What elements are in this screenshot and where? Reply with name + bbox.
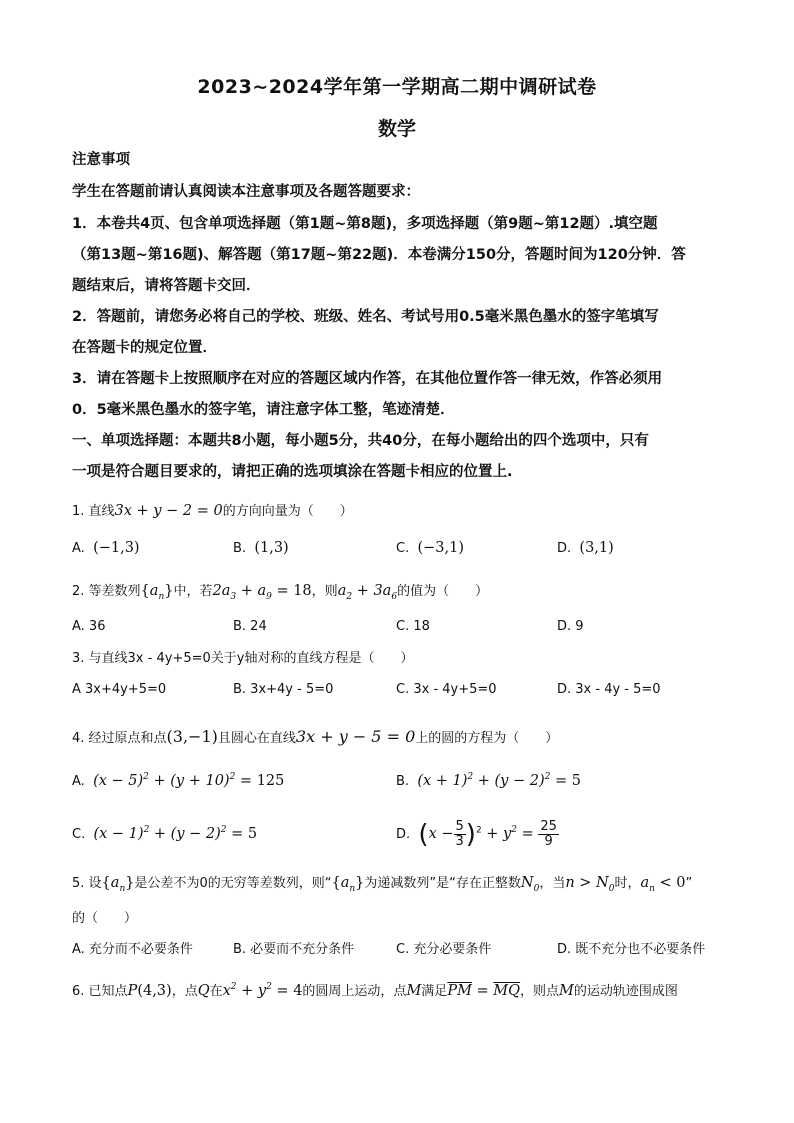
notice-item-1-line-3: 题结束后，请将答题卡交回．	[72, 278, 261, 294]
question-6-stem: 6. 已知点P(4,3)，点Q在$x^2 + y^2 = 4$的圆周上运动，点M满足$\overline{PM} = \overline{MQ}$，则点M的运动轨迹围成图	[72, 982, 678, 999]
section-1-line-1: 一、单项选择题：本题共8小题，每小题5分，共40分，在每小题给出的四个选项中，只有	[72, 433, 649, 449]
question-3-option-b: B. 3x+4y - 5=0	[233, 682, 334, 697]
question-3-option-c: C. 3x - 4y+5=0	[396, 682, 497, 697]
question-1-option-c: C. (−3,1)	[396, 540, 465, 556]
question-2-option-c: C. 18	[396, 619, 430, 634]
question-3-stem: 3. 与直线3x - 4y+5=0关于y轴对称的直线方程是（ ）	[72, 651, 414, 666]
question-5-option-a: A. 充分而不必要条件	[72, 942, 193, 957]
question-2-option-b: B. 24	[233, 619, 267, 634]
question-1-option-a: A. (−1,3)	[72, 540, 140, 556]
question-4-stem: 4. 经过原点和点(3,−1)且圆心在直线3x + y − 5 = 0上的圆的方程为（ ）	[72, 727, 559, 746]
question-2-option-d: D. 9	[557, 619, 584, 634]
question-1-stem: 1. 直线3x + y − 2 = 0的方向向量为（ ）	[72, 503, 353, 519]
question-4-option-b: B. $(x + 1)^2 + (y - 2)^2 = 5$	[396, 772, 581, 789]
question-5-option-c: C. 充分必要条件	[396, 942, 492, 957]
notice-item-1-line-2: （第13题~第16题)、解答题（第17题~第22题)．本卷满分150分，答题时间为120分钟．答	[72, 247, 686, 263]
question-3-option-a: A 3x+4y+5=0	[72, 682, 167, 697]
question-4-option-c: C. $(x - 1)^2 + (y - 2)^2 = 5$	[72, 825, 258, 842]
question-5-option-d: D. 既不充分也不必要条件	[557, 942, 706, 957]
question-3-option-d: D. 3x - 4y - 5=0	[557, 682, 661, 697]
notice-item-1-line-1: 1．本卷共4页、包含单项选择题（第1题~第8题)，多项选择题（第9题~第12题）.填空题	[72, 216, 658, 232]
notice-item-2-line-1: 2．答题前，请您务必将自己的学校、班级、姓名、考试号用0.5毫米黑色墨水的签字笔填写	[72, 309, 659, 325]
notice-item-2-line-2: 在答题卡的规定位置．	[72, 340, 217, 356]
notice-item-3-line-2: 0．5毫米黑色墨水的签字笔，请注意字体工整，笔迹清楚．	[72, 402, 455, 418]
question-5-stem-line-1: 5. 设$\{a_n\}$是公差不为0的无穷等差数列，则“$\{a_n\}$为递减数列”是“存在正整数$N_0$，当$n > N_0$时，$a_n < 0$”	[72, 875, 693, 894]
notice-item-3-line-1: 3．请在答题卡上按照顺序在对应的答题区域内作答，在其他位置作答一律无效，作答必须用	[72, 371, 663, 387]
notice-intro: 学生在答题前请认真阅读本注意事项及各题答题要求：	[72, 184, 420, 200]
exam-subject: 数学	[377, 118, 416, 140]
question-5-stem-line-2: 的（ ）	[72, 911, 138, 926]
notice-heading: 注意事项	[72, 152, 130, 168]
question-5-option-b: B. 必要而不充分条件	[233, 942, 355, 957]
section-1-line-2: 一项是符合题目要求的，请把正确的选项填涂在答题卡相应的位置上.	[72, 464, 513, 480]
question-1-option-d: D. (3,1)	[557, 540, 614, 556]
question-2-option-a: A. 36	[72, 619, 106, 634]
question-4-option-d: D. (x − $\frac{5}{3}$ )$^2 + y^2$ = $\frac{25}{9}$	[396, 818, 557, 850]
question-4-option-a: A. $(x - 5)^2 + (y + 10)^2 = 125$	[72, 772, 285, 789]
exam-title: 2023~2024学年第一学期高二期中调研试卷	[197, 76, 597, 98]
question-2-stem: 2. 等差数列$\{a_n\}$中，若$2a_3 + a_9 = 18$，则$a_2 + 3a_6$的值为（ ）	[72, 583, 489, 602]
question-1-option-b: B. (1,3)	[233, 540, 289, 556]
